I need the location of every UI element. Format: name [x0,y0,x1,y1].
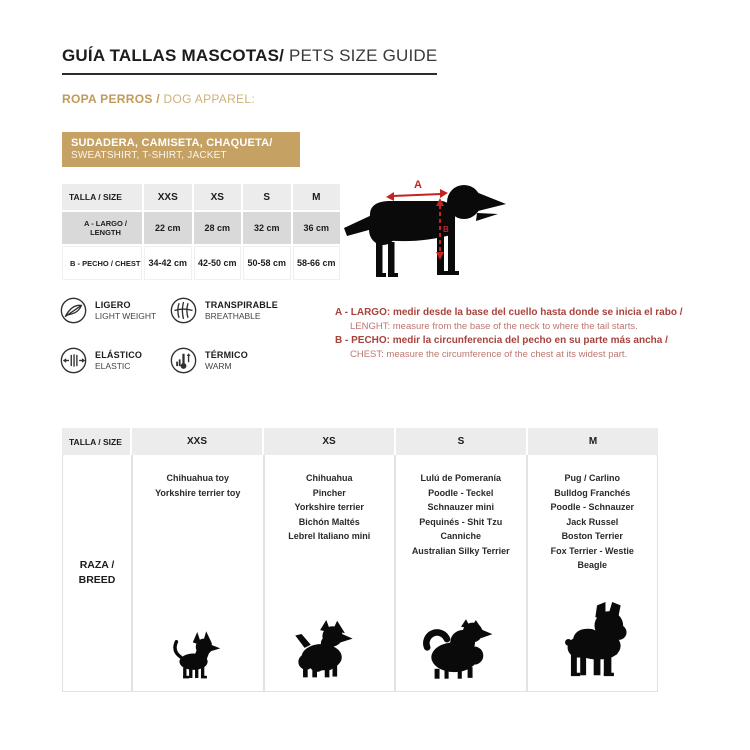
garment-category-banner [62,132,300,167]
breed-line: Bichón Maltés [298,516,360,527]
breed-line: Pincher [312,487,346,498]
breed-header-s: S [396,428,526,455]
breed-line: Boston Terrier [561,531,623,541]
subtitle-es: ROPA PERROS / [62,92,160,106]
size-table-header-xs: XS [194,184,242,210]
breed-line: Chihuahua toy [166,473,229,483]
feature-breathable [170,297,330,324]
chest-row-label: B - PECHO / CHEST [62,246,142,280]
length-value-s: 32 cm [243,212,291,244]
feature-name-en: BREATHABLE [205,311,261,321]
breed-line: Fox Terrier - Westie [550,545,634,556]
feature-name-en: WARM [205,361,232,371]
banner-line-en: SWEATSHIRT, T-SHIRT, JACKET [71,150,227,161]
breed-table-body [62,455,658,692]
breed-line: Beagle [577,560,607,570]
page-title-es: GUÍA TALLAS MASCOTAS/ [62,46,285,65]
feature-name-es: TRANSPIRABLE [205,300,278,310]
note-chest-es: B - PECHO: medir la circunferencia del pecho en su parte más ancha / [335,335,668,346]
chest-value-s: 50-58 cm [243,246,291,280]
dog-measurement-diagram [336,170,511,292]
chest-value-xs: 42-50 cm [194,246,242,280]
section-subtitle [62,92,255,106]
breed-line: Bulldog Franchés [554,487,631,498]
feature-name-en: LIGHT WEIGHT [95,311,157,321]
length-value-m: 36 cm [293,212,341,244]
breathable-icon [170,297,197,324]
chihuahua-toy-silhouette [172,628,224,682]
breed-row-label-es: RAZA / [79,559,115,571]
chest-value-xxs: 34-42 cm [144,246,192,280]
breed-column-m [528,455,658,691]
size-measurement-table [62,184,340,280]
feature-name-es: LIGERO [95,300,131,310]
breed-row-label [63,455,131,691]
breed-line: Poodle - Schnauzer [550,502,634,512]
feature-warm [170,347,330,374]
breed-header-xs: XS [264,428,394,455]
breed-line: Canniche [440,531,481,541]
breed-header-m: M [528,428,658,455]
size-table-header-s: S [243,184,291,210]
note-length-en: LENGHT: measure from the base of the neck to where the tail starts. [350,321,638,332]
breed-line: Lulú de Pomeranía [420,473,502,483]
subtitle-en: DOG APPAREL: [159,92,255,106]
breed-list [550,455,634,573]
chihuahua-longhair-silhouette [291,620,367,682]
size-table-header-m: M [293,184,341,210]
thermometer-icon [170,347,197,374]
breed-list [288,455,370,544]
breed-list [155,455,240,500]
length-value-xxs: 22 cm [144,212,192,244]
fabric-features [60,297,330,374]
breed-column-xxs [133,455,263,691]
breed-table-header [62,428,658,455]
measuring-instructions [335,306,730,362]
feature-lightweight [60,297,170,324]
feature-name-en: ELASTIC [95,361,131,371]
breed-column-s [396,455,526,691]
chest-value-m: 58-66 cm [293,246,341,280]
breed-size-table [62,428,658,692]
note-chest-en: CHEST: measure the circumference of the chest at its widest part. [350,349,628,360]
elastic-icon [60,347,87,374]
breed-line: Poodle - Teckel [428,487,494,498]
labrador-silhouette [344,185,506,277]
french-bulldog-silhouette [548,602,636,682]
length-value-xs: 28 cm [194,212,242,244]
page-title [62,46,437,75]
feature-name-es: TÉRMICO [205,350,248,360]
note-length-es: A - LARGO: medir desde la base del cuello hasta donde se inicia el rabo / [335,307,683,318]
breed-header-xxs: XXS [132,428,262,455]
breed-line: Pug / Carlino [564,473,620,483]
length-row-label: A - LARGO / LENGTH [62,212,142,244]
arrow-b-label: B [443,225,449,234]
breed-line: Pequinés - Shit Tzu [419,516,503,527]
size-table-header-xxs: XXS [144,184,192,210]
breed-row-label-en: BREED [78,574,116,586]
breed-line: Lebrel Italiano mini [288,531,371,541]
pomeranian-silhouette [418,616,504,682]
breed-column-xs [265,455,395,691]
breed-line: Australian Silky Terrier [411,545,510,556]
breed-line: Chihuahua [305,473,353,483]
arrow-a-label: A [414,179,422,191]
breed-line: Yorkshire terrier toy [155,487,241,498]
banner-line-es: SUDADERA, CAMISETA, CHAQUETA/ [71,137,273,149]
feather-icon [60,297,87,324]
breed-header-label: TALLA / SIZE [62,428,130,455]
breed-list [412,455,510,558]
page-title-en: PETS SIZE GUIDE [284,46,438,65]
size-table-header-label: TALLA / SIZE [62,184,142,210]
breed-line: Yorkshire terrier [294,502,364,512]
breed-line: Schnauzer mini [427,502,494,512]
feature-elastic [60,347,170,374]
breed-line: Jack Russel [566,516,619,527]
feature-name-es: ELÁSTICO [95,350,143,360]
